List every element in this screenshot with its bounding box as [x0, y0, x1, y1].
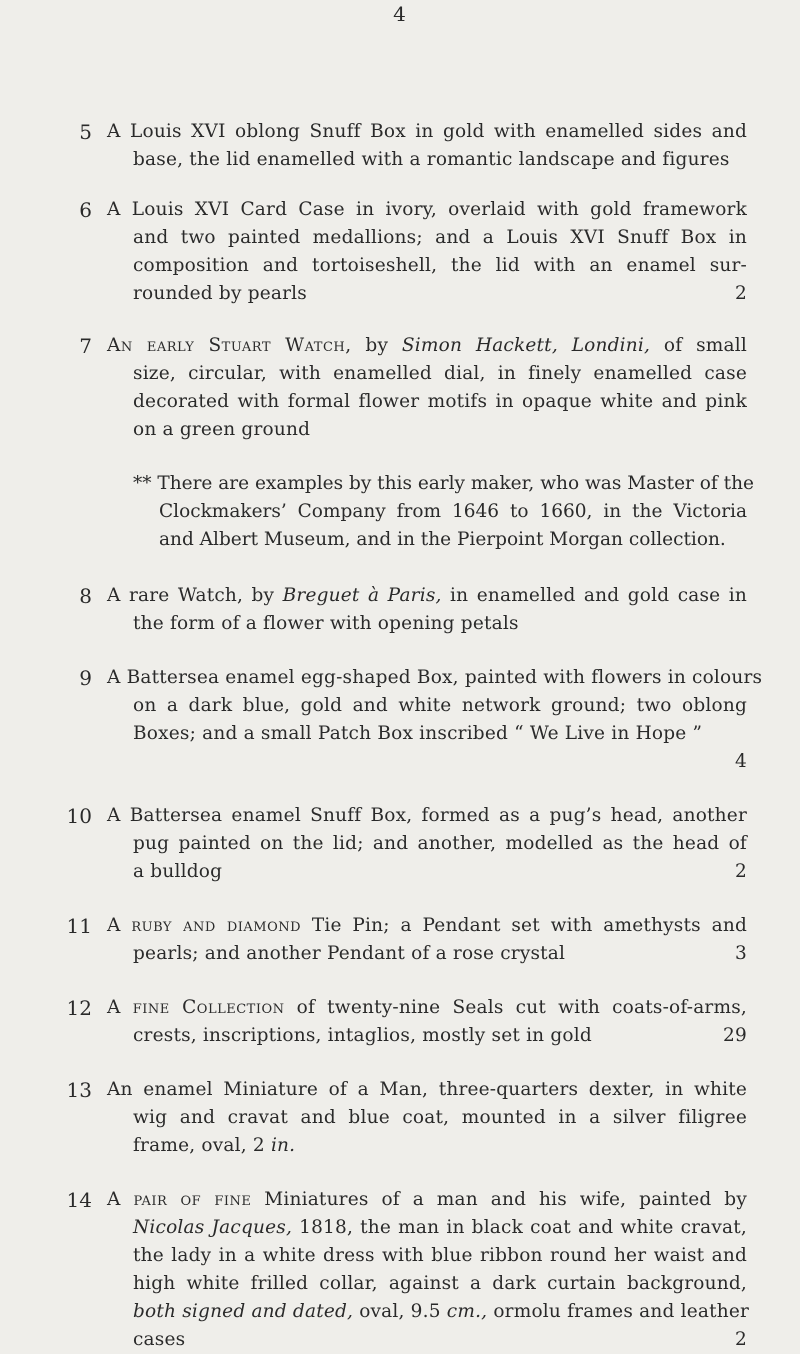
- lot-number: 12: [66, 996, 92, 1020]
- lot-line: wig and cravat and blue coat, mounted in a silver filigree: [133, 1107, 747, 1128]
- lot-number: 10: [66, 804, 92, 828]
- artist-name: Nicolas Jacques,: [133, 1217, 293, 1238]
- lot-line: [107, 1022, 747, 1050]
- lot-number: 7: [79, 334, 92, 358]
- lot-line-text: a bulldog: [133, 861, 223, 882]
- lot-quantity: 2: [735, 1329, 747, 1350]
- lot-line: [107, 994, 747, 1022]
- lot-number: 8: [79, 584, 92, 608]
- lot-line-text: pearls; and another Pendant of a rose crystal: [133, 943, 566, 964]
- lot-description: [107, 1186, 750, 1354]
- lot-quantity: 2: [735, 283, 747, 304]
- lot-text: of twenty-nine Seals cut with coats-of-arms,: [284, 997, 747, 1018]
- lot-text: A rare Watch, by: [107, 585, 283, 606]
- dimension-unit: cm.,: [446, 1301, 488, 1322]
- lot-line: Boxes; and a small Patch Box inscribed “ We Live in Hope ”: [133, 723, 703, 744]
- lot-text: A: [107, 1189, 134, 1210]
- lot-line: size, circular, with enamelled dial, in finely enamelled case: [133, 363, 747, 384]
- lot-line: on a dark blue, gold and white network ground; two oblong: [133, 695, 747, 716]
- lot-line: A Battersea enamel Snuff Box, formed as a pug’s head, another: [107, 805, 747, 826]
- lot-number: 9: [79, 666, 92, 690]
- lot-line: [107, 280, 747, 308]
- lot-line: An enamel Miniature of a Man, three-quarters dexter, in white: [107, 1079, 747, 1100]
- note-line: Clockmakers’ Company from 1646 to 1660, in the Victoria: [159, 501, 747, 522]
- lot-description: [107, 118, 747, 174]
- lot-line: [107, 940, 747, 968]
- lot-quantity: 29: [723, 1025, 747, 1046]
- lot-text: oval, 9.5: [353, 1301, 447, 1322]
- lot-text: by: [351, 335, 402, 356]
- lot-description: [107, 196, 747, 308]
- lot-line: [107, 912, 747, 940]
- lot-number: 6: [79, 198, 92, 222]
- lot-text: ormolu frames and leather: [487, 1301, 750, 1322]
- lot-line-text: frame, oval, 2: [133, 1135, 265, 1156]
- maker-name: Breguet à Paris,: [282, 585, 442, 606]
- lot-description: [107, 582, 747, 638]
- lot-text: 1818, the man in black coat and white cravat,: [292, 1217, 747, 1238]
- lot-line: base, the lid enamelled with a romantic landscape and figures: [133, 149, 730, 170]
- lot-number: 14: [66, 1188, 92, 1212]
- lot-description: [107, 912, 747, 968]
- lot-number: 11: [66, 914, 92, 938]
- lot-line: decorated with formal flower motifs in opaque white and pink: [133, 391, 747, 412]
- lot-quantity: 4: [735, 751, 747, 772]
- signed-note: both signed and dated,: [133, 1301, 354, 1322]
- lot-line: [107, 1132, 747, 1160]
- lot-text: A: [107, 997, 133, 1018]
- maker-name: Simon Hackett, Londini,: [401, 335, 651, 356]
- lot-text: in enamelled and gold case in: [441, 585, 747, 606]
- lot-quantity: 2: [735, 861, 747, 882]
- lot-lead: An early Stuart Watch,: [107, 335, 352, 356]
- lot-line: [107, 582, 747, 610]
- lot-line: and two painted medallions; and a Louis XVI Snuff Box in: [133, 227, 747, 248]
- page-number: 4: [393, 2, 407, 26]
- lot-number: 5: [79, 120, 92, 144]
- lot-description: [107, 332, 747, 444]
- note-line: [133, 470, 754, 498]
- lot-description: [107, 664, 763, 776]
- lot-line: [107, 1186, 747, 1214]
- lot-line: pug painted on the lid; and another, modelled as the head of: [133, 833, 747, 854]
- lot-line-text: cases: [133, 1329, 186, 1350]
- note-stars: **: [133, 473, 152, 494]
- note-text: There are examples by this early maker, who was Master of the: [157, 473, 754, 494]
- lot-text: of small: [650, 335, 747, 356]
- lot-line: [107, 858, 747, 886]
- lot-line-text: crests, inscriptions, intaglios, mostly set in gold: [133, 1025, 592, 1046]
- lot-text: Tie Pin; a Pendant set with amethysts and: [301, 915, 747, 936]
- lot-line: the form of a flower with opening petals: [133, 613, 519, 634]
- lot-line: [107, 332, 747, 360]
- lot-line: on a green ground: [133, 419, 311, 440]
- lot-line: the lady in a white dress with blue ribbon round her waist and: [133, 1245, 747, 1266]
- lot-caps: pair of fine: [133, 1189, 252, 1210]
- lot-line: A Louis XVI Card Case in ivory, overlaid with gold framework: [107, 199, 747, 220]
- lot-note: [133, 470, 754, 554]
- lot-description: [107, 802, 747, 886]
- note-line: and Albert Museum, and in the Pierpoint Morgan collection.: [159, 529, 726, 550]
- lot-line: A Battersea enamel egg-shaped Box, painted with flowers in colours: [107, 667, 763, 688]
- lot-description: [107, 994, 747, 1050]
- lot-text: Miniatures of a man and his wife, painted by: [251, 1189, 747, 1210]
- lot-line: [107, 1298, 750, 1326]
- lot-line: composition and tortoiseshell, the lid with an enamel sur-: [133, 255, 747, 276]
- lot-number: 13: [66, 1078, 92, 1102]
- dimension-unit: in.: [270, 1135, 296, 1156]
- lot-description: [107, 1076, 747, 1160]
- lot-line-text: rounded by pearls: [133, 283, 307, 304]
- lot-line: A Louis XVI oblong Snuff Box in gold with enamelled sides and: [107, 121, 747, 142]
- lot-line: [107, 1214, 747, 1242]
- lot-caps: fine Collection: [132, 997, 285, 1018]
- lot-line: high white frilled collar, against a dark curtain background,: [133, 1273, 747, 1294]
- lot-caps: ruby and diamond: [131, 915, 302, 936]
- lot-text: A: [107, 915, 132, 936]
- lot-quantity: 3: [735, 943, 747, 964]
